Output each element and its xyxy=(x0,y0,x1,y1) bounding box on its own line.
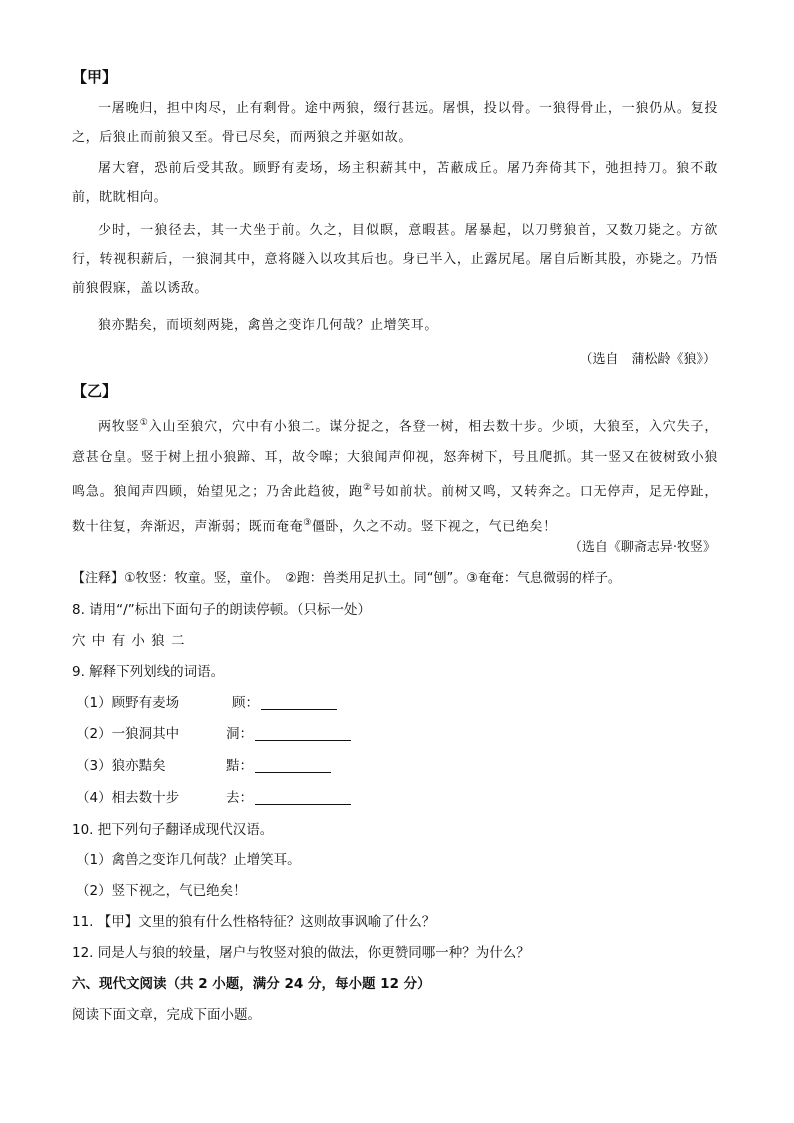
passage-a-source: （选自 蒲松龄《狼》） xyxy=(579,352,716,367)
passage-a-paragraph-2: 屠大窘，恐前后受其敌。顾野有麦场，场主积薪其中，苫蔽成丘。屠乃奔倚其下，弛担持刀。狼不敢前，眈眈相向。 xyxy=(72,161,718,205)
question-9-item-2-key: 洞： xyxy=(226,726,253,742)
passage-b-text-1: 两牧竖 xyxy=(98,419,140,435)
question-9-item-3-label: （3）狼亦黠矣 xyxy=(76,758,166,774)
question-9-item-1-label: （1）顾野有麦场 xyxy=(76,695,180,711)
question-12: 12. 同是人与狼的较量，屠户与牧竖对狼的做法，你更赞同哪一种？为什么？ xyxy=(72,945,530,961)
passage-a-paragraph-1: 一屠晚归，担中肉尽，止有剩骨。途中两狼，缀行甚远。屠惧，投以骨。一狼得骨止，一狼仍从。复投之，后狼止而前狼又至。骨已尽矣，而两狼之并驱如故。 xyxy=(72,101,718,145)
question-11: 11. 【甲】文里的狼有什么性格特征？这则故事讽喻了什么？ xyxy=(72,914,436,930)
question-8-prompt: 8. 请用“/”标出下面句子的朗读停顿。（只标一处） xyxy=(72,602,371,618)
passage-b-text-4: 僵卧，久之不动。竖下视之，气已绝矣！ xyxy=(311,518,557,534)
question-9-item-4-label: （4）相去数十步 xyxy=(76,790,180,806)
passage-b-heading: 【乙】 xyxy=(72,382,118,400)
passage-b-text-3: 号如前状。前树又鸣，又转奔之。口无停声，足无停趾，数十往复，奔渐迟，声渐弱；既而奄奄 xyxy=(72,484,718,534)
question-9-item-4-key: 去： xyxy=(226,790,253,806)
note-1-marker: ① xyxy=(139,418,149,428)
question-9-item-2-label: （2）一狼洞其中 xyxy=(76,726,180,742)
question-9-prompt: 9. 解释下列划线的词语。 xyxy=(72,664,225,680)
question-9-item-2 xyxy=(76,722,253,742)
answer-blank-3[interactable] xyxy=(255,758,331,773)
answer-blank-2[interactable] xyxy=(255,726,351,741)
question-8-sentence: 穴 中 有 小 狼 二 xyxy=(72,633,186,649)
passage-a-paragraph-4: 狼亦黠矣，而顷刻两毙，禽兽之变诈几何哉？止增笑耳。 xyxy=(98,318,439,333)
question-9-item-1-key: 顾： xyxy=(232,695,259,711)
question-9-item-3 xyxy=(76,754,253,774)
passage-a-heading: 【甲】 xyxy=(72,68,118,86)
question-10-prompt: 10. 把下列句子翻译成现代汉语。 xyxy=(72,822,274,838)
note-3-marker: ③ xyxy=(303,517,312,528)
question-10-item-2: （2）竖下视之，气已绝矣！ xyxy=(76,883,247,899)
answer-blank-4[interactable] xyxy=(255,790,351,805)
section-6-title: 六、现代文阅读（共 2 小题，满分 24 分，每小题 12 分） xyxy=(72,976,431,992)
question-9-item-4 xyxy=(76,786,253,806)
passage-a-paragraph-3: 少时，一狼径去，其一犬坐于前。久之，目似瞑，意暇甚。屠暴起，以刀劈狼首，又数刀毙之。方欲行，转视积薪后，一狼洞其中，意将隧入以攻其后也。身已半入，止露尻尾。屠自后断其股，亦毙之。乃悟前狼假寐，盖以诱敌。 xyxy=(72,223,718,296)
passage-b-paragraph xyxy=(72,408,718,542)
note-2-marker: ② xyxy=(362,483,372,494)
passage-b-text-2: 入山至狼穴，穴中有小狼二。谋分捉之，各登一树，相去数十步。少顷，大狼至，入穴失子，意甚仓皇。竖于树上扭小狼蹄、耳，故令嗥；大狼闻声仰视，怒奔树下，号且爬抓。其一竖又在彼树致小狼鸣急。狼闻声四顾，始望见之；乃舍此趋彼，跑 xyxy=(72,419,718,500)
answer-blank-1[interactable] xyxy=(261,695,337,710)
section-6-instruction: 阅读下面文章，完成下面小题。 xyxy=(72,1007,261,1023)
question-10-item-1: （1）禽兽之变诈几何哉？止增笑耳。 xyxy=(76,852,301,868)
question-9-item-3-key: 黠： xyxy=(226,758,253,774)
passage-b-source: （选自《聊斋志异·牧竖》 xyxy=(568,540,716,555)
question-9-item-1 xyxy=(76,691,259,711)
annotation-notes: 【注释】①牧竖：牧童。竖，童仆。 ②跑：兽类用足扒土。同“刨”。③奄奄：气息微弱的样子。 xyxy=(72,571,621,586)
